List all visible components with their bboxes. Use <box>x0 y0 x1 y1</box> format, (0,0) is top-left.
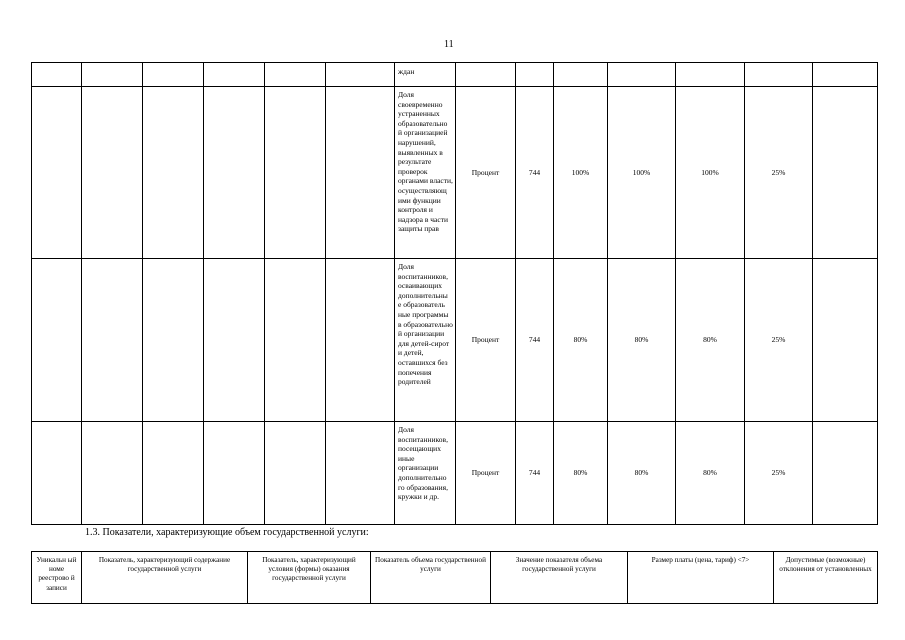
empty-cell <box>326 422 395 525</box>
indicator-unit: Процент <box>456 259 516 422</box>
table-row <box>32 422 878 525</box>
indicator-code: 744 <box>516 259 554 422</box>
indicator-value-2: 80% <box>608 422 676 525</box>
indicator-name: Доля воспитанников, посещающих иные организации дополнительно го образования, кружки и др. <box>395 422 456 525</box>
indicator-code: 744 <box>516 87 554 259</box>
indicator-code <box>516 63 554 87</box>
indicator-code: 744 <box>516 422 554 525</box>
empty-cell <box>265 63 326 87</box>
empty-cell <box>32 63 82 87</box>
indicator-value-2: 80% <box>608 259 676 422</box>
empty-cell <box>82 63 143 87</box>
quality-indicators-table <box>31 62 878 525</box>
empty-cell <box>143 259 204 422</box>
section-title: 1.3. Показатели, характеризующие объем государственной услуги: <box>85 527 369 538</box>
table-row <box>32 63 878 87</box>
indicator-deviation: 25% <box>745 422 813 525</box>
table-row <box>32 87 878 259</box>
empty-cell <box>326 259 395 422</box>
empty-cell <box>813 259 878 422</box>
header-fee-size: Размер платы (цена, тариф) <7> <box>628 552 774 604</box>
indicator-name: Доля воспитанников, осваивающих дополнительны е образователь ные программы в образовательно й организации для детей-сирот и детей, оставшихся без попечения родителей <box>395 259 456 422</box>
header-registry-number: Уникальн ый номе реестрово й записи <box>32 552 82 604</box>
empty-cell <box>265 259 326 422</box>
empty-cell <box>143 422 204 525</box>
table-header-row <box>32 552 878 604</box>
empty-cell <box>82 87 143 259</box>
empty-cell <box>326 87 395 259</box>
header-allowed-deviations: Допустимые (возможные) отклонения от установленных <box>774 552 878 604</box>
empty-cell <box>813 422 878 525</box>
empty-cell <box>82 259 143 422</box>
indicator-unit <box>456 63 516 87</box>
empty-cell <box>82 422 143 525</box>
empty-cell <box>204 259 265 422</box>
header-volume-indicator: Показатель объема государственной услуги <box>371 552 491 604</box>
indicator-unit: Процент <box>456 422 516 525</box>
empty-cell <box>204 63 265 87</box>
empty-cell <box>143 87 204 259</box>
indicator-value-2 <box>608 63 676 87</box>
indicator-value-1 <box>554 63 608 87</box>
indicator-name: ждан <box>395 63 456 87</box>
header-volume-value: Значение показателя объема государственной услуги <box>491 552 628 604</box>
empty-cell <box>813 63 878 87</box>
empty-cell <box>204 422 265 525</box>
empty-cell <box>32 87 82 259</box>
header-content-indicator: Показатель, характеризующий содержание государственной услуги <box>82 552 248 604</box>
indicator-value-3 <box>676 63 745 87</box>
empty-cell <box>204 87 265 259</box>
indicator-value-1: 80% <box>554 422 608 525</box>
indicator-value-1: 100% <box>554 87 608 259</box>
empty-cell <box>32 422 82 525</box>
empty-cell <box>265 87 326 259</box>
empty-cell <box>143 63 204 87</box>
table-row <box>32 259 878 422</box>
indicator-value-3: 80% <box>676 259 745 422</box>
indicator-value-3: 80% <box>676 422 745 525</box>
indicator-name: Доля своевременно устраненных образовательно й организацией нарушений, выявленных в результате проверок органами власти, осуществляющ ими функции контроля и надзора в части защиты прав <box>395 87 456 259</box>
empty-cell <box>265 422 326 525</box>
indicator-deviation: 25% <box>745 259 813 422</box>
empty-cell <box>32 259 82 422</box>
indicator-value-1: 80% <box>554 259 608 422</box>
header-conditions-indicator: Показатель, характеризующий условия (формы) оказания государственной услуги <box>248 552 371 604</box>
indicator-deviation <box>745 63 813 87</box>
indicator-value-3: 100% <box>676 87 745 259</box>
indicator-value-2: 100% <box>608 87 676 259</box>
page-number: 11 <box>444 39 454 50</box>
indicator-unit: Процент <box>456 87 516 259</box>
empty-cell <box>326 63 395 87</box>
indicator-deviation: 25% <box>745 87 813 259</box>
empty-cell <box>813 87 878 259</box>
volume-indicators-table <box>31 551 878 604</box>
